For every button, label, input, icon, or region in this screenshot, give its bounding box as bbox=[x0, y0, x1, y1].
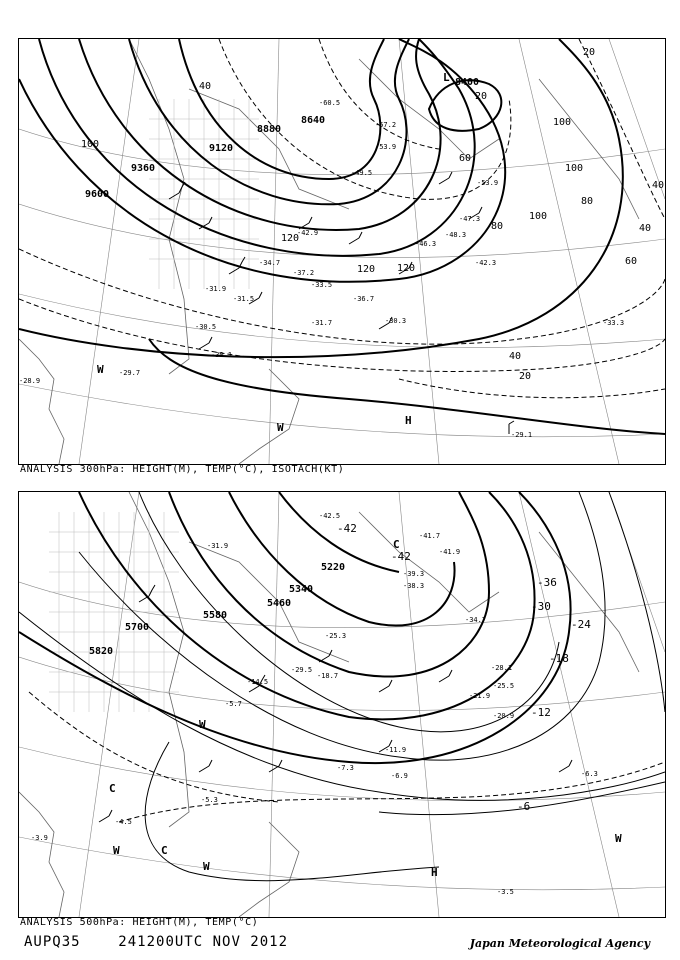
isotach-label: 100 bbox=[81, 139, 100, 150]
pressure-center-cold: C bbox=[393, 538, 400, 551]
pressure-center-high: H bbox=[431, 866, 438, 879]
temperature-isotherms bbox=[29, 692, 665, 822]
map-500hpa-svg bbox=[19, 492, 665, 917]
pressure-center-high: H bbox=[405, 414, 412, 427]
temperature-label-group bbox=[31, 512, 598, 896]
temperature-label: -38.3 bbox=[403, 582, 425, 590]
temperature-label: -30.5 bbox=[195, 323, 217, 331]
pressure-center-warm: W bbox=[277, 421, 284, 434]
pressure-center-warm: W bbox=[615, 832, 622, 845]
isotach-label: 40 bbox=[639, 223, 652, 234]
temperature-label: -5.7 bbox=[225, 700, 242, 708]
temperature-label: -21.9 bbox=[469, 692, 491, 700]
isotach-label: 40 bbox=[652, 180, 665, 191]
graticule-grid bbox=[19, 39, 665, 464]
isotach-label: 100 bbox=[565, 163, 584, 174]
temperature-label: -29.7 bbox=[119, 369, 141, 377]
map-panel-300hpa bbox=[18, 38, 666, 465]
temperature-contour-label: -18 bbox=[549, 652, 569, 665]
temperature-label: -48.3 bbox=[445, 231, 467, 239]
isotach-label: 40 bbox=[199, 81, 212, 92]
pressure-center-low: L bbox=[443, 71, 450, 84]
height-label: 5820 bbox=[89, 646, 114, 657]
temperature-label: -34.7 bbox=[465, 616, 487, 624]
temperature-label: -7.3 bbox=[337, 764, 354, 772]
chart-code: AUPQ35 bbox=[24, 934, 81, 950]
isotach-label: 100 bbox=[553, 117, 572, 128]
height-label: 5580 bbox=[203, 610, 228, 621]
temperature-label: -3.9 bbox=[31, 834, 48, 842]
pressure-center-warm: W bbox=[97, 363, 104, 376]
height-label: 8400 bbox=[455, 77, 480, 88]
height-label-group bbox=[85, 77, 479, 200]
temperature-label: -39.3 bbox=[403, 570, 425, 578]
temperature-label: -28.9 bbox=[19, 377, 41, 385]
temperature-label: -11.9 bbox=[385, 746, 407, 754]
temperature-isotherms bbox=[19, 39, 665, 398]
isotach-label: 80 bbox=[581, 196, 594, 207]
temperature-label: -41.9 bbox=[439, 548, 461, 556]
temperature-label: -53.9 bbox=[375, 143, 397, 151]
isotach-label: 60 bbox=[459, 153, 472, 164]
temperature-label: -25.3 bbox=[325, 632, 347, 640]
pressure-center-warm: W bbox=[113, 844, 120, 857]
isotach-label: 120 bbox=[281, 233, 300, 244]
temperature-label: -34.7 bbox=[259, 259, 281, 267]
temperature-label: -37.2 bbox=[293, 269, 315, 277]
temperature-label: -14.5 bbox=[247, 678, 269, 686]
height-label: 9600 bbox=[85, 189, 110, 200]
temperature-label: -31.9 bbox=[205, 285, 227, 293]
temperature-label: -60.5 bbox=[319, 99, 341, 107]
temperature-label: -47.3 bbox=[459, 215, 481, 223]
height-label: 9120 bbox=[209, 143, 234, 154]
temperature-label: -31.7 bbox=[311, 319, 333, 327]
isotach-label: 20 bbox=[583, 47, 596, 58]
height-label: 5700 bbox=[125, 622, 150, 633]
map-300hpa-svg bbox=[19, 39, 665, 464]
isotach-label: 20 bbox=[475, 91, 488, 102]
pressure-center-cold: C bbox=[109, 782, 116, 795]
temperature-contour-label: -6 bbox=[517, 800, 531, 813]
height-contours bbox=[19, 39, 665, 434]
temperature-label: -18.7 bbox=[317, 672, 339, 680]
isotach-label: 40 bbox=[509, 351, 522, 362]
pressure-center-warm: W bbox=[199, 718, 206, 731]
valid-time: 241200UTC NOV 2012 bbox=[118, 934, 289, 950]
caption-500hpa: ANALYSIS 500hPa: HEIGHT(M), TEMP(°C) bbox=[20, 917, 259, 928]
temperature-label: -6.9 bbox=[391, 772, 408, 780]
temperature-contour-label: -36 bbox=[537, 576, 557, 589]
temperature-label: -28.1 bbox=[491, 664, 513, 672]
map-panel-500hpa bbox=[18, 491, 666, 918]
height-label: 5340 bbox=[289, 584, 314, 595]
temperature-label: -46.3 bbox=[415, 240, 437, 248]
temperature-label: -57.2 bbox=[375, 121, 397, 129]
temperature-contour-label: -12 bbox=[531, 706, 551, 719]
wind-barbs bbox=[169, 172, 514, 434]
height-contours bbox=[19, 492, 571, 763]
temperature-label: -31.5 bbox=[233, 295, 255, 303]
temperature-label: -53.9 bbox=[477, 179, 499, 187]
temperature-label: -49.5 bbox=[351, 169, 373, 177]
isotach-label: 80 bbox=[491, 221, 504, 232]
temperature-label: -6.3 bbox=[581, 770, 598, 778]
height-label: 9360 bbox=[131, 163, 156, 174]
caption-300hpa: ANALYSIS 300hPa: HEIGHT(M), TEMP(°C), ISOTACH(KT) bbox=[20, 464, 345, 475]
temperature-label: -25.5 bbox=[493, 682, 515, 690]
temperature-label: -33.3 bbox=[603, 319, 625, 327]
temperature-label-group bbox=[19, 99, 624, 439]
temperature-label: -20.9 bbox=[493, 712, 515, 720]
isotach-label: 120 bbox=[357, 264, 376, 275]
temperature-label: -41.7 bbox=[419, 532, 441, 540]
temperature-label: -29.5 bbox=[291, 666, 313, 674]
height-label: 8880 bbox=[257, 124, 282, 135]
isotach-label: 20 bbox=[519, 371, 532, 382]
isotach-label: 100 bbox=[529, 211, 548, 222]
pressure-center-cold: C bbox=[161, 844, 168, 857]
temperature-label: -4.5 bbox=[115, 818, 132, 826]
temperature-label: -31.9 bbox=[207, 542, 229, 550]
temperature-contour-label: -42 bbox=[337, 522, 357, 535]
temperature-label: -29.1 bbox=[511, 431, 533, 439]
temperature-label: -36.7 bbox=[353, 295, 375, 303]
temperature-label: -42.5 bbox=[319, 512, 341, 520]
isotach-label: 60 bbox=[625, 256, 638, 267]
isotach-label: 120 bbox=[397, 263, 416, 274]
height-label: 5220 bbox=[321, 562, 346, 573]
temperature-label: -5.3 bbox=[201, 796, 218, 804]
chart-header bbox=[24, 934, 288, 950]
height-label: 5460 bbox=[267, 598, 292, 609]
temperature-label: -33.5 bbox=[311, 281, 333, 289]
agency-name: Japan Meteorological Agency bbox=[469, 937, 650, 950]
temperature-label: -3.5 bbox=[497, 888, 514, 896]
temperature-contour-label: -30 bbox=[531, 600, 551, 613]
temperature-label: -30.1 bbox=[211, 351, 233, 359]
temperature-contour-label: -42 bbox=[391, 550, 411, 563]
pressure-center-warm: W bbox=[203, 860, 210, 873]
temperature-label: -30.3 bbox=[385, 317, 407, 325]
height-label: 8640 bbox=[301, 115, 326, 126]
temperature-label: -42.9 bbox=[297, 229, 319, 237]
temperature-label: -42.3 bbox=[475, 259, 497, 267]
temperature-contour-label: -24 bbox=[571, 618, 591, 631]
